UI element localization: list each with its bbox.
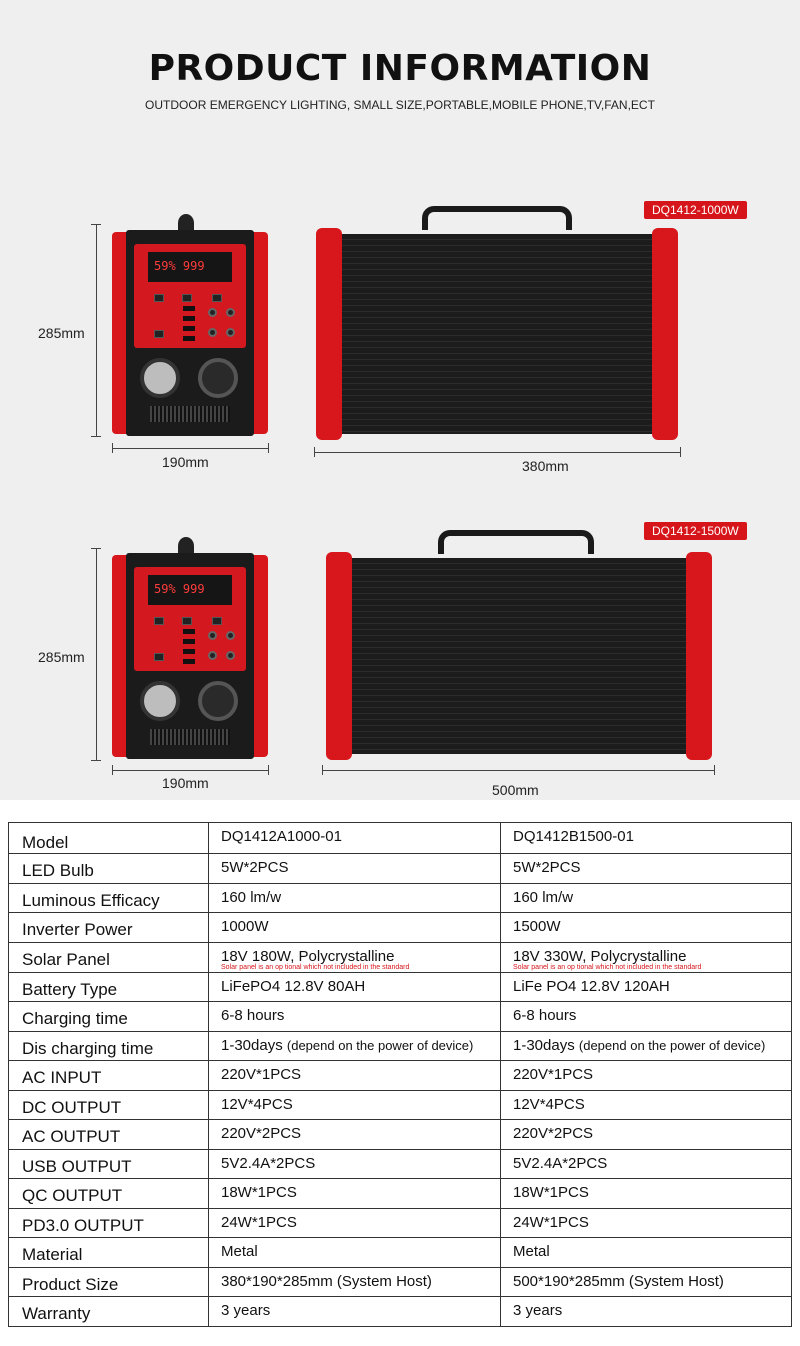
spec-value-model-a xyxy=(209,942,501,972)
spec-value-model-a xyxy=(209,823,501,854)
page-subtitle: OUTDOOR EMERGENCY LIGHTING, SMALL SIZE,PORTABLE,MOBILE PHONE,TV,FAN,ECT xyxy=(145,98,655,112)
length-dimension-line xyxy=(314,452,680,453)
table-row xyxy=(9,942,792,972)
length-label: 380mm xyxy=(522,458,569,474)
page-title: PRODUCT INFORMATION xyxy=(148,48,652,89)
spec-value-text: 1500W xyxy=(513,918,561,935)
dimension-tick xyxy=(268,443,269,453)
height-dimension-line xyxy=(96,548,97,760)
spec-label: QC OUTPUT xyxy=(9,1179,209,1209)
spec-value-text: 220V*1PCS xyxy=(221,1066,302,1083)
table-row xyxy=(9,1090,792,1120)
spec-value-text: 500*190*285mm (System Host) xyxy=(513,1272,724,1290)
spec-value-text: 5W*2PCS xyxy=(221,859,289,876)
spec-value-text: 1-30days xyxy=(513,1036,575,1054)
spec-value-text: LiFe PO4 12.8V 120AH xyxy=(513,977,670,995)
spec-label: AC INPUT xyxy=(9,1061,209,1091)
width-dimension-line xyxy=(112,448,268,449)
spec-label: Battery Type xyxy=(9,972,209,1002)
spec-value-text: 24W*1PCS xyxy=(221,1213,297,1231)
spec-label: Warranty xyxy=(9,1297,209,1327)
spec-value-text: DQ1412A1000-01 xyxy=(221,828,342,845)
red-end-cap xyxy=(316,228,342,440)
spec-value-model-a xyxy=(209,1031,501,1061)
spec-value-model-b xyxy=(501,1061,792,1091)
spec-value-model-b xyxy=(501,823,792,854)
spec-value-text: 18W*1PCS xyxy=(513,1184,589,1201)
spec-value-model-a xyxy=(209,1297,501,1327)
spec-value-model-b xyxy=(501,972,792,1002)
spec-value-model-a xyxy=(209,1120,501,1150)
spec-value-text: 18V 180W, Polycrystalline xyxy=(221,947,395,965)
power-button-icon xyxy=(154,617,164,625)
spec-value-model-b xyxy=(501,1002,792,1032)
spec-value-model-b xyxy=(501,1179,792,1209)
dc-jack-icon xyxy=(208,631,217,640)
table-row xyxy=(9,1061,792,1091)
light-button-icon xyxy=(154,330,164,338)
spec-value-model-a xyxy=(209,1149,501,1179)
spec-value-text: 5W*2PCS xyxy=(513,859,581,876)
control-panel xyxy=(134,567,246,671)
spec-value-model-a xyxy=(209,854,501,884)
dimension-tick xyxy=(91,760,101,761)
spec-value-text: 3 years xyxy=(513,1302,563,1319)
spec-value-text: 6-8 hours xyxy=(513,1007,577,1024)
lcd-display: 59% 999 xyxy=(148,575,232,605)
spec-value-text: 12V*4PCS xyxy=(221,1095,293,1113)
solar-panel-note: Solar panel is an op tional which not included in the standard xyxy=(221,963,410,971)
spec-value-model-a xyxy=(209,1179,501,1209)
usb-button-icon xyxy=(182,617,192,625)
dc-jack-icon xyxy=(226,328,235,337)
spec-label: Charging time xyxy=(9,1002,209,1032)
device-front-view xyxy=(112,553,268,759)
spec-value-text: DQ1412B1500-01 xyxy=(513,828,634,845)
length-label: 500mm xyxy=(492,782,539,798)
spec-value-model-b xyxy=(501,1149,792,1179)
handle xyxy=(438,530,594,554)
spec-value-text: 380*190*285mm (System Host) xyxy=(221,1272,432,1290)
red-end-cap xyxy=(686,552,712,760)
ac-outlet-icon xyxy=(140,358,180,398)
dimension-tick xyxy=(322,765,323,775)
spec-label: Model xyxy=(9,823,209,854)
usb-port-icon xyxy=(183,316,195,321)
spec-value-text: 220V*1PCS xyxy=(513,1066,594,1083)
spec-value-text: 220V*2PCS xyxy=(513,1125,594,1142)
power-button-icon xyxy=(154,294,164,302)
table-row xyxy=(9,972,792,1002)
width-dimension-line xyxy=(112,770,268,771)
dc-jack-icon xyxy=(208,651,217,660)
length-dimension-line xyxy=(322,770,714,771)
spec-value-model-b xyxy=(501,942,792,972)
table-row xyxy=(9,1120,792,1150)
spec-label: Solar Panel xyxy=(9,942,209,972)
dc-button-icon xyxy=(212,294,222,302)
spec-label: Dis charging time xyxy=(9,1031,209,1061)
spec-value-model-b xyxy=(501,1031,792,1061)
dimension-tick xyxy=(91,224,101,225)
usb-port-icon xyxy=(183,639,195,644)
width-label: 190mm xyxy=(162,454,209,470)
height-dimension-line xyxy=(96,224,97,436)
spec-value-text: LiFePO4 12.8V 80AH xyxy=(221,977,366,995)
car-socket-icon xyxy=(198,681,238,721)
usb-port-icon xyxy=(183,336,195,341)
height-label: 285mm xyxy=(38,325,85,341)
spec-value-model-b xyxy=(501,1120,792,1150)
dc-jack-icon xyxy=(208,328,217,337)
spec-value-text: 18V 330W, Polycrystalline xyxy=(513,947,687,965)
spec-table xyxy=(8,822,792,1327)
device-body xyxy=(126,230,254,436)
table-row xyxy=(9,883,792,913)
spec-value-text: 5V2.4A*2PCS xyxy=(221,1154,316,1172)
dc-jack-icon xyxy=(226,631,235,640)
table-row xyxy=(9,1238,792,1268)
table-row xyxy=(9,1031,792,1061)
spec-value-text: 18W*1PCS xyxy=(221,1184,297,1201)
spec-value-text: 160 lm/w xyxy=(221,888,282,906)
spec-label: PD3.0 OUTPUT xyxy=(9,1208,209,1238)
car-socket-icon xyxy=(198,358,238,398)
table-row xyxy=(9,823,792,854)
spec-value-model-b xyxy=(501,1208,792,1238)
spec-label: Material xyxy=(9,1238,209,1268)
light-button-icon xyxy=(154,653,164,661)
table-row xyxy=(9,854,792,884)
spec-value-model-b xyxy=(501,1267,792,1297)
spec-value-model-a xyxy=(209,883,501,913)
dimension-tick xyxy=(112,443,113,453)
model-tag-1000w: DQ1412-1000W xyxy=(644,201,747,219)
spec-value-model-b xyxy=(501,1297,792,1327)
spec-value-text: 5V2.4A*2PCS xyxy=(513,1154,608,1172)
spec-value-model-b xyxy=(501,854,792,884)
spec-value-text: 12V*4PCS xyxy=(513,1095,585,1113)
dc-jack-icon xyxy=(226,308,235,317)
device-front-view xyxy=(112,230,268,436)
spec-value-model-a xyxy=(209,1090,501,1120)
table-row xyxy=(9,913,792,943)
spec-label: USB OUTPUT xyxy=(9,1149,209,1179)
spec-value-model-a xyxy=(209,913,501,943)
spec-value-model-b xyxy=(501,1090,792,1120)
usb-port-icon xyxy=(183,629,195,634)
spec-value-note: (depend on the power of device) xyxy=(578,1037,766,1053)
ac-outlet-icon xyxy=(140,681,180,721)
usb-port-icon xyxy=(183,326,195,331)
spec-value-text: 1-30days xyxy=(221,1036,283,1054)
spec-value-model-a xyxy=(209,1002,501,1032)
spec-label: Product Size xyxy=(9,1267,209,1297)
red-end-cap xyxy=(652,228,678,440)
dimension-tick xyxy=(112,765,113,775)
control-panel xyxy=(134,244,246,348)
dimension-tick xyxy=(268,765,269,775)
dc-button-icon xyxy=(212,617,222,625)
dimension-tick xyxy=(91,548,101,549)
table-row xyxy=(9,1002,792,1032)
dimension-tick xyxy=(314,447,315,457)
spec-label: LED Bulb xyxy=(9,854,209,884)
height-label: 285mm xyxy=(38,649,85,665)
device-side-view xyxy=(316,228,678,440)
spec-value-text: Metal xyxy=(513,1243,550,1260)
spec-value-model-a xyxy=(209,972,501,1002)
spec-value-model-a xyxy=(209,1061,501,1091)
spec-value-text: 160 lm/w xyxy=(513,888,574,906)
lcd-display: 59% 999 xyxy=(148,252,232,282)
spec-value-model-b xyxy=(501,1238,792,1268)
table-row xyxy=(9,1149,792,1179)
model-tag-1500w: DQ1412-1500W xyxy=(644,522,747,540)
handle xyxy=(422,206,572,230)
dc-jack-icon xyxy=(226,651,235,660)
usb-port-icon xyxy=(183,306,195,311)
usb-port-icon xyxy=(183,649,195,654)
spec-label: Luminous Efficacy xyxy=(9,883,209,913)
solar-panel-note: Solar panel is an op tional which not included in the standard xyxy=(513,963,702,971)
red-end-cap xyxy=(326,552,352,760)
spec-value-model-b xyxy=(501,883,792,913)
side-panel xyxy=(346,558,692,754)
spec-value-model-a xyxy=(209,1267,501,1297)
spec-value-text: 3 years xyxy=(221,1302,271,1319)
table-row xyxy=(9,1267,792,1297)
dc-jack-icon xyxy=(208,308,217,317)
dimension-tick xyxy=(680,447,681,457)
spec-value-model-a xyxy=(209,1208,501,1238)
device-body xyxy=(126,553,254,759)
spec-value-text: Metal xyxy=(221,1243,258,1260)
table-row xyxy=(9,1179,792,1209)
spec-label: DC OUTPUT xyxy=(9,1090,209,1120)
spec-value-model-b xyxy=(501,913,792,943)
spec-value-text: 24W*1PCS xyxy=(513,1213,589,1231)
side-panel xyxy=(336,234,658,434)
dimension-tick xyxy=(714,765,715,775)
spec-label: Inverter Power xyxy=(9,913,209,943)
spec-value-note: (depend on the power of device) xyxy=(286,1037,474,1053)
table-row xyxy=(9,1208,792,1238)
usb-button-icon xyxy=(182,294,192,302)
spec-label: AC OUTPUT xyxy=(9,1120,209,1150)
table-row xyxy=(9,1297,792,1327)
dimension-tick xyxy=(91,436,101,437)
spec-value-text: 1000W xyxy=(221,918,269,935)
spec-value-text: 6-8 hours xyxy=(221,1007,285,1024)
vent-grille xyxy=(150,729,230,745)
width-label: 190mm xyxy=(162,775,209,791)
vent-grille xyxy=(150,406,230,422)
spec-value-text: 220V*2PCS xyxy=(221,1125,302,1142)
usb-port-icon xyxy=(183,659,195,664)
spec-value-model-a xyxy=(209,1238,501,1268)
device-side-view xyxy=(326,552,712,760)
